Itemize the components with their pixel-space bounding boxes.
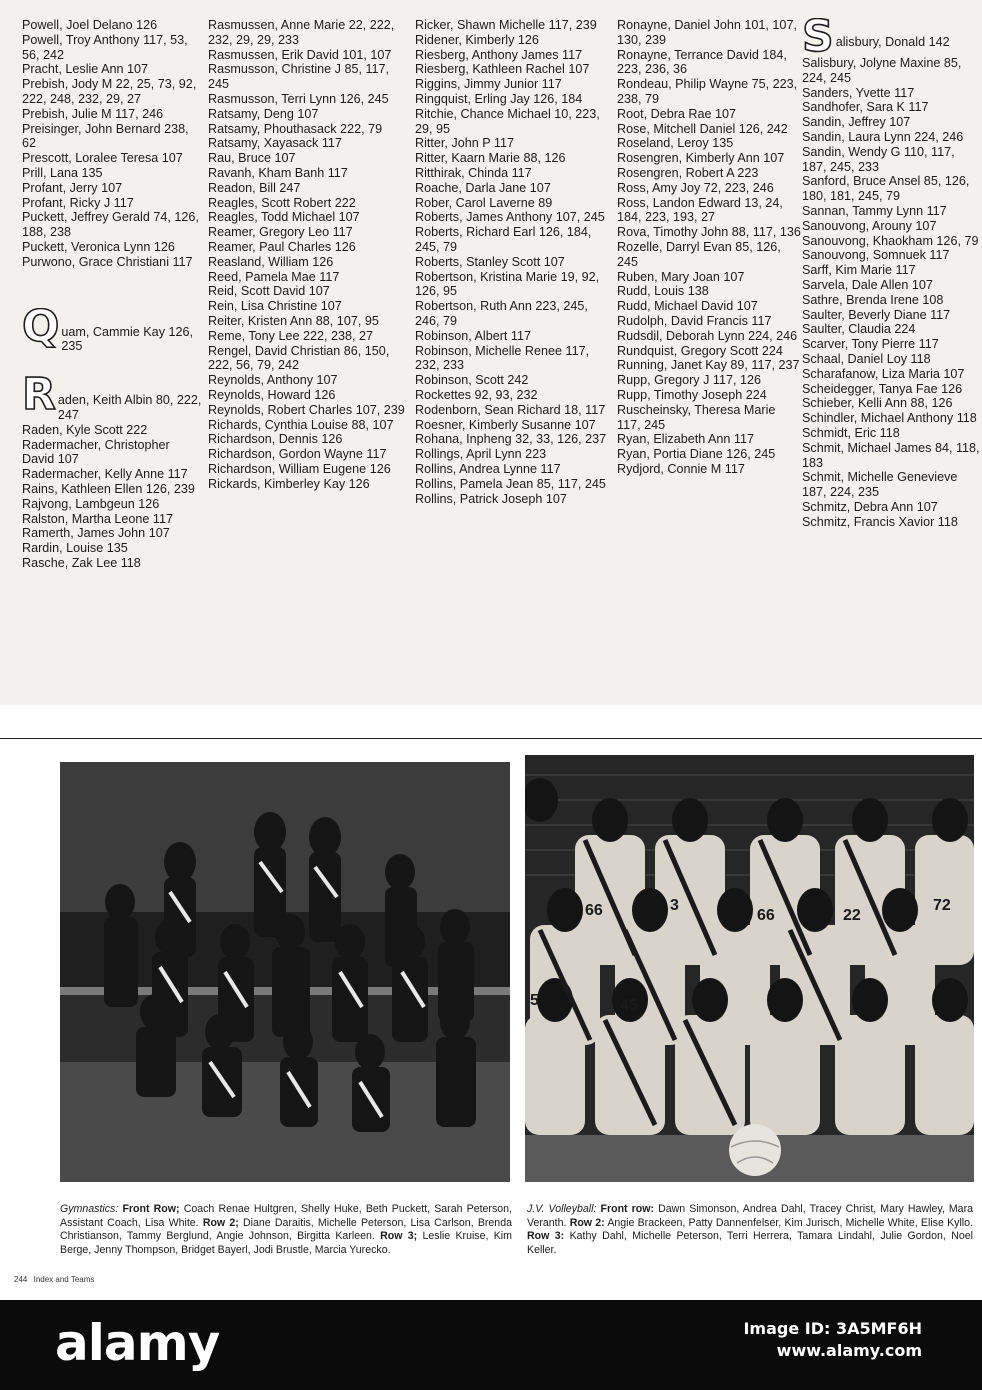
index-entry: Robinson, Michelle Renee 117, 232, 233 [415,343,590,373]
index-entry: Rasmussen, Anne Marie 22, 222, 232, 29, 29, 233 [208,18,395,47]
index-entry: Ramerth, James John 107 [22,526,170,541]
index-entry: Prebish, Jody M 22, 25, 73, 92, 222, 248, 232, 29, 27 [22,77,197,106]
index-entry: Rajvong, Lambgeun 126 [22,496,160,511]
caption-names: Kathy Dahl, Michelle Peterson, Terri Herrera, Tamara Lindahl, Julie Gordon, Noel Keller. [527,1230,973,1256]
index-entry: Rein, Lisa Christine 107 [208,299,342,314]
index-entry: Puckett, Veronica Lynn 126 [22,239,175,254]
index-entry: Roache, Darla Jane 107 [415,180,551,195]
drop-cap-r: R [22,376,56,421]
index-entry: Radermacher, Kelly Anne 117 [22,467,188,482]
index-entry: Rohana, Inpheng 32, 33, 126, 237 [415,432,607,447]
caption-names: Angie Brackeen, Patty Dannenfelser, Kim Jurisch, Michelle White, Elise Kyllo. [607,1216,973,1229]
index-entry: Reasland, William 126 [208,254,334,269]
letter-section-s [802,18,980,56]
section-name: Index and Teams [33,1275,95,1284]
index-entry: Rudd, Michael David 107 [617,299,758,314]
index-entry: Reynolds, Anthony 107 [208,373,338,388]
index-entry: Ravanh, Kham Banh 117 [208,165,348,180]
jersey-number: 5 [530,992,539,1009]
stock-watermark-banner [0,1300,982,1390]
index-entry: Rardin, Louise 135 [22,541,128,556]
index-entry: Preisinger, John Bernard 238, 62 [22,121,189,151]
caption-row-label: Front Row; [122,1203,180,1215]
index-entry: Roberts, Stanley Scott 107 [415,254,565,269]
index-entry: Schmit, Michael James 84, 118, 183 [802,440,980,470]
index-entry: Ryan, Portia Diane 126, 245 [617,447,776,462]
index-entry: Roberts, James Anthony 107, 245 [415,210,605,225]
caption-row-label: Row 3; [380,1230,418,1243]
index-entry: Sandin, Jeffrey 107 [802,115,911,130]
index-entry: Richardson, Gordon Wayne 117 [208,447,387,462]
index-entry: Rasmusson, Christine J 85, 117, 245 [208,62,390,92]
index-entry: uam, Cammie Kay 126, 235 [61,324,193,354]
index-entry: Rodenborn, Sean Richard 18, 117 [415,402,606,417]
index-entry: Schmitz, Francis Xavior 118 [802,514,958,529]
index-entry: Rockettes 92, 93, 232 [415,387,538,402]
caption-row-label: Row 3: [527,1230,565,1243]
index-entry: Sannan, Tammy Lynn 117 [802,203,947,218]
index-entry: Ringquist, Erling Jay 126, 184 [415,91,583,106]
index-entry: Rova, Timothy John 88, 117, 136 [617,225,801,240]
index-entry: Rozelle, Darryl Evan 85, 126, 245 [617,239,781,269]
jersey-number: 45 [620,997,638,1014]
index-entry: Rasche, Zak Lee 118 [22,555,141,570]
index-entry: Schmitz, Debra Ann 107 [802,499,938,514]
caption-row-label: Row 2: [569,1216,605,1229]
index-entry: aden, Keith Albin 80, 222, 247 [57,393,202,422]
caption-names: Diane Daraitis, Michelle Peterson, Lisa Carlson, Brenda Christianson, Tammy Berglund, Angie Johnson, Birgitta Karleen. [60,1216,512,1243]
index-entry: Root, Debra Rae 107 [617,106,737,121]
index-entry: Riggins, Jimmy Junior 117 [415,77,562,92]
gymnastics-caption [60,1203,512,1257]
index-entry: Ratsamy, Deng 107 [208,106,319,121]
index-entry: Robertson, Ruth Ann 223, 245, 246, 79 [415,299,588,328]
index-entry: Ritter, Kaarn Marie 88, 126 [415,151,566,166]
index-list [22,18,202,270]
index-entry: Rosengren, Kimberly Ann 107 [617,151,785,166]
image-url: www.alamy.com [776,1341,922,1360]
index-entry: Rundquist, Gregory Scott 224 [617,343,783,358]
index-entry: Schmidt, Eric 118 [802,425,900,440]
index-entry: Sanouvong, Khaokham 126, 79 [802,233,979,248]
index-entry: Robertson, Kristina Marie 19, 92, 126, 95 [415,269,600,299]
index-column-4 [617,18,802,477]
index-entry: Rains, Kathleen Ellen 126, 239 [22,481,195,496]
index-entry: Ritter, John P 117 [415,136,514,151]
index-column-3 [415,18,610,506]
index-entry: Reme, Tony Lee 222, 238, 27 [208,328,374,343]
index-entry: Reynolds, Howard 126 [208,387,336,402]
index-entry: Rengel, David Christian 86, 150, 222, 56, 79, 242 [208,343,390,373]
letter-section-r [22,376,202,423]
index-entry: Purwono, Grace Christiani 117 [22,254,193,269]
index-entry: Reed, Pamela Mae 117 [208,269,340,284]
image-id-block [743,1318,922,1362]
index-entry: Scheidegger, Tanya Fae 126 [802,381,963,396]
index-entry: Richards, Cynthia Louise 88, 107 [208,417,394,432]
index-entry: Prescott, Loralee Teresa 107 [22,151,183,166]
index-entry: Radermacher, Christopher David 107 [22,437,170,467]
index-entry: Rose, Mitchell Daniel 126, 242 [617,121,788,136]
index-column-1 [22,18,202,571]
alamy-logo: alamy [55,1314,220,1372]
volleyball-team-photo [525,755,974,1182]
index-entry: Sarff, Kim Marie 117 [802,263,916,278]
index-entry: Ralston, Martha Leone 117 [22,511,173,526]
index-entry: Sathre, Brenda Irene 108 [802,292,944,307]
index-entry: Powell, Joel Delano 126 [22,18,158,32]
index-entry: Rasmussen, Erik David 101, 107 [208,47,392,62]
index-entry: Profant, Jerry 107 [22,180,123,195]
caption-names: Leslie Kruise, Kim Berge, Jenny Thompson, Bridget Bayerl, Jodi Brustle, Marcia Yurecko. [60,1230,512,1256]
index-entry: Ratsamy, Xayasack 117 [208,136,342,151]
index-entry: Puckett, Jeffrey Gerald 74, 126, 188, 238 [22,210,199,240]
index-entry: Rollings, April Lynn 223 [415,447,547,462]
jersey-number: 3 [670,897,679,914]
index-entry: Saulter, Claudia 224 [802,322,916,337]
index-entry: Ratsamy, Phouthasack 222, 79 [208,121,383,136]
index-entry: Schindler, Michael Anthony 118 [802,411,977,426]
index-entry: Prebish, Julie M 117, 246 [22,106,164,121]
index-entry: Rau, Bruce 107 [208,151,296,166]
index-entry: Raden, Kyle Scott 222 [22,422,148,437]
index-column-5 [802,18,980,530]
index-entry: Robinson, Scott 242 [415,373,529,388]
index-entry: Rollins, Andrea Lynne 117 [415,461,561,476]
index-entry: Reamer, Paul Charles 126 [208,239,356,254]
index-entry: Roesner, Kimberly Susanne 107 [415,417,596,432]
index-entry: Rupp, Gregory J 117, 126 [617,373,761,388]
index-entry: Rudd, Louis 138 [617,284,709,299]
index-entry: Roberts, Richard Earl 126, 184, 245, 79 [415,225,592,254]
letter-section-q [22,308,202,355]
index-entry: Rydjord, Connie M 117 [617,461,745,476]
index-entry: Ruben, Mary Joan 107 [617,269,745,284]
index-list [22,423,202,571]
index-entry: Sandin, Wendy G 110, 117, 187, 245, 233 [802,144,955,174]
index-entry: Prill, Lana 135 [22,165,103,180]
index-entry: Ruscheinsky, Theresa Marie 117, 245 [617,402,776,432]
index-entry: Scarver, Tony Pierre 117 [802,337,939,352]
index-entry: Rollins, Pamela Jean 85, 117, 245 [415,476,606,491]
gymnastics-team-photo [60,762,510,1182]
index-entry: Robinson, Albert 117 [415,328,531,343]
index-entry: Sandin, Laura Lynn 224, 246 [802,129,964,144]
index-entry: Sarvela, Dale Allen 107 [802,277,933,292]
index-entry: Richardson, William Eugene 126 [208,461,391,476]
index-entry: Ritthirak, Chinda 117 [415,165,532,180]
index-entry: Rosengren, Robert A 223 [617,165,759,180]
jersey-number: 22 [843,907,861,924]
index-entry: Reid, Scott David 107 [208,284,330,299]
index-list [802,56,980,530]
page-number: 244 [14,1275,28,1284]
index-entry: Pracht, Leslie Ann 107 [22,62,149,77]
index-entry: Saulter, Beverly Diane 117 [802,307,951,322]
jersey-number: 72 [933,897,951,914]
image-id: Image ID: 3A5MF6H [743,1319,922,1338]
index-entry: Ricker, Shawn Michelle 117, 239 [415,18,597,32]
index-entry: Ridener, Kimberly 126 [415,32,539,47]
index-entry: Ryan, Elizabeth Ann 117 [617,432,754,447]
caption-names: Dawn Simonson, Andrea Dahl, Tracey Christ, Mary Hawley, Mara Veranth. [527,1203,973,1229]
index-entry: Reagles, Todd Michael 107 [208,210,360,225]
caption-row-label: Front row: [600,1203,654,1215]
caption-title: J.V. Volleyball: [527,1203,597,1215]
index-entry: Ritchie, Chance Michael 10, 223, 29, 95 [415,106,600,136]
index-entry: Riesberg, Anthony James 117 [415,47,583,62]
index-entry: Running, Janet Kay 89, 117, 237 [617,358,800,373]
index-entry: Reagles, Scott Robert 222 [208,195,356,210]
index-entry: Powell, Troy Anthony 117, 53, 56, 242 [22,32,188,62]
index-entry: Sandhofer, Sara K 117 [802,100,929,115]
index-entry: Reamer, Gregory Leo 117 [208,225,353,240]
index-entry: Scharafanow, Liza Maria 107 [802,366,965,381]
section-divider [0,738,982,739]
index-entry: Sanouvong, Arouny 107 [802,218,937,233]
index-entry: Readon, Bill 247 [208,180,301,195]
index-entry: Ronayne, Terrance David 184, 223, 236, 36 [617,47,787,77]
index-entry: Rudsdil, Deborah Lynn 224, 246 [617,328,798,343]
index-entry: Reiter, Kristen Ann 88, 107, 95 [208,313,379,328]
index-entry: alisbury, Donald 142 [835,35,950,49]
volleyball-caption [527,1203,973,1257]
index-entry: Schmit, Michelle Genevieve 187, 224, 235 [802,470,958,500]
jersey-number: 66 [585,902,603,919]
index-entry: Sanders, Yvette 117 [802,85,915,100]
page-folio [14,1275,98,1284]
caption-names: Coach Renae Hultgren, Shelly Huke, Beth Puckett, Sarah Peterson, Assistant Coach, Lisa White. [60,1203,512,1229]
drop-cap-q: Q [22,307,60,352]
index-entry: Ronayne, Daniel John 101, 107, 130, 239 [617,18,797,47]
index-entry: Reynolds, Robert Charles 107, 239 [208,402,405,417]
index-entry: Profant, Ricky J 117 [22,195,134,210]
caption-title: Gymnastics: [60,1203,119,1215]
index-entry: Sanouvong, Somnuek 117 [802,248,950,263]
index-entry: Schaal, Daniel Loy 118 [802,351,931,366]
jersey-number: 66 [757,907,775,924]
index-entry: Roseland, Leroy 135 [617,136,734,151]
index-entry: Rickards, Kimberley Kay 126 [208,476,370,491]
index-entry: Rondeau, Philip Wayne 75, 223, 238, 79 [617,77,798,106]
index-entry: Rober, Carol Laverne 89 [415,195,553,210]
index-entry: Richardson, Dennis 126 [208,432,343,447]
index-entry: Rollins, Patrick Joseph 107 [415,491,567,506]
index-entry: Sanford, Bruce Ansel 85, 126, 180, 181, 245, 79 [802,174,970,204]
caption-row-label: Row 2; [202,1216,239,1229]
index-entry: Rupp, Timothy Joseph 224 [617,387,767,402]
index-entry: Ross, Amy Joy 72, 223, 246 [617,180,774,195]
index-entry: Riesberg, Kathleen Rachel 107 [415,62,590,77]
index-entry: Ross, Landon Edward 13, 24, 184, 223, 193, 27 [617,195,783,225]
index-entry: Salisbury, Jolyne Maxine 85, 224, 245 [802,56,962,85]
index-entry: Rudolph, David Francis 117 [617,313,772,328]
index-entry: Rasmusson, Terri Lynn 126, 245 [208,91,389,106]
index-entry: Schieber, Kelli Ann 88, 126 [802,396,953,411]
index-column-2 [208,18,408,492]
drop-cap-s: S [802,18,834,56]
